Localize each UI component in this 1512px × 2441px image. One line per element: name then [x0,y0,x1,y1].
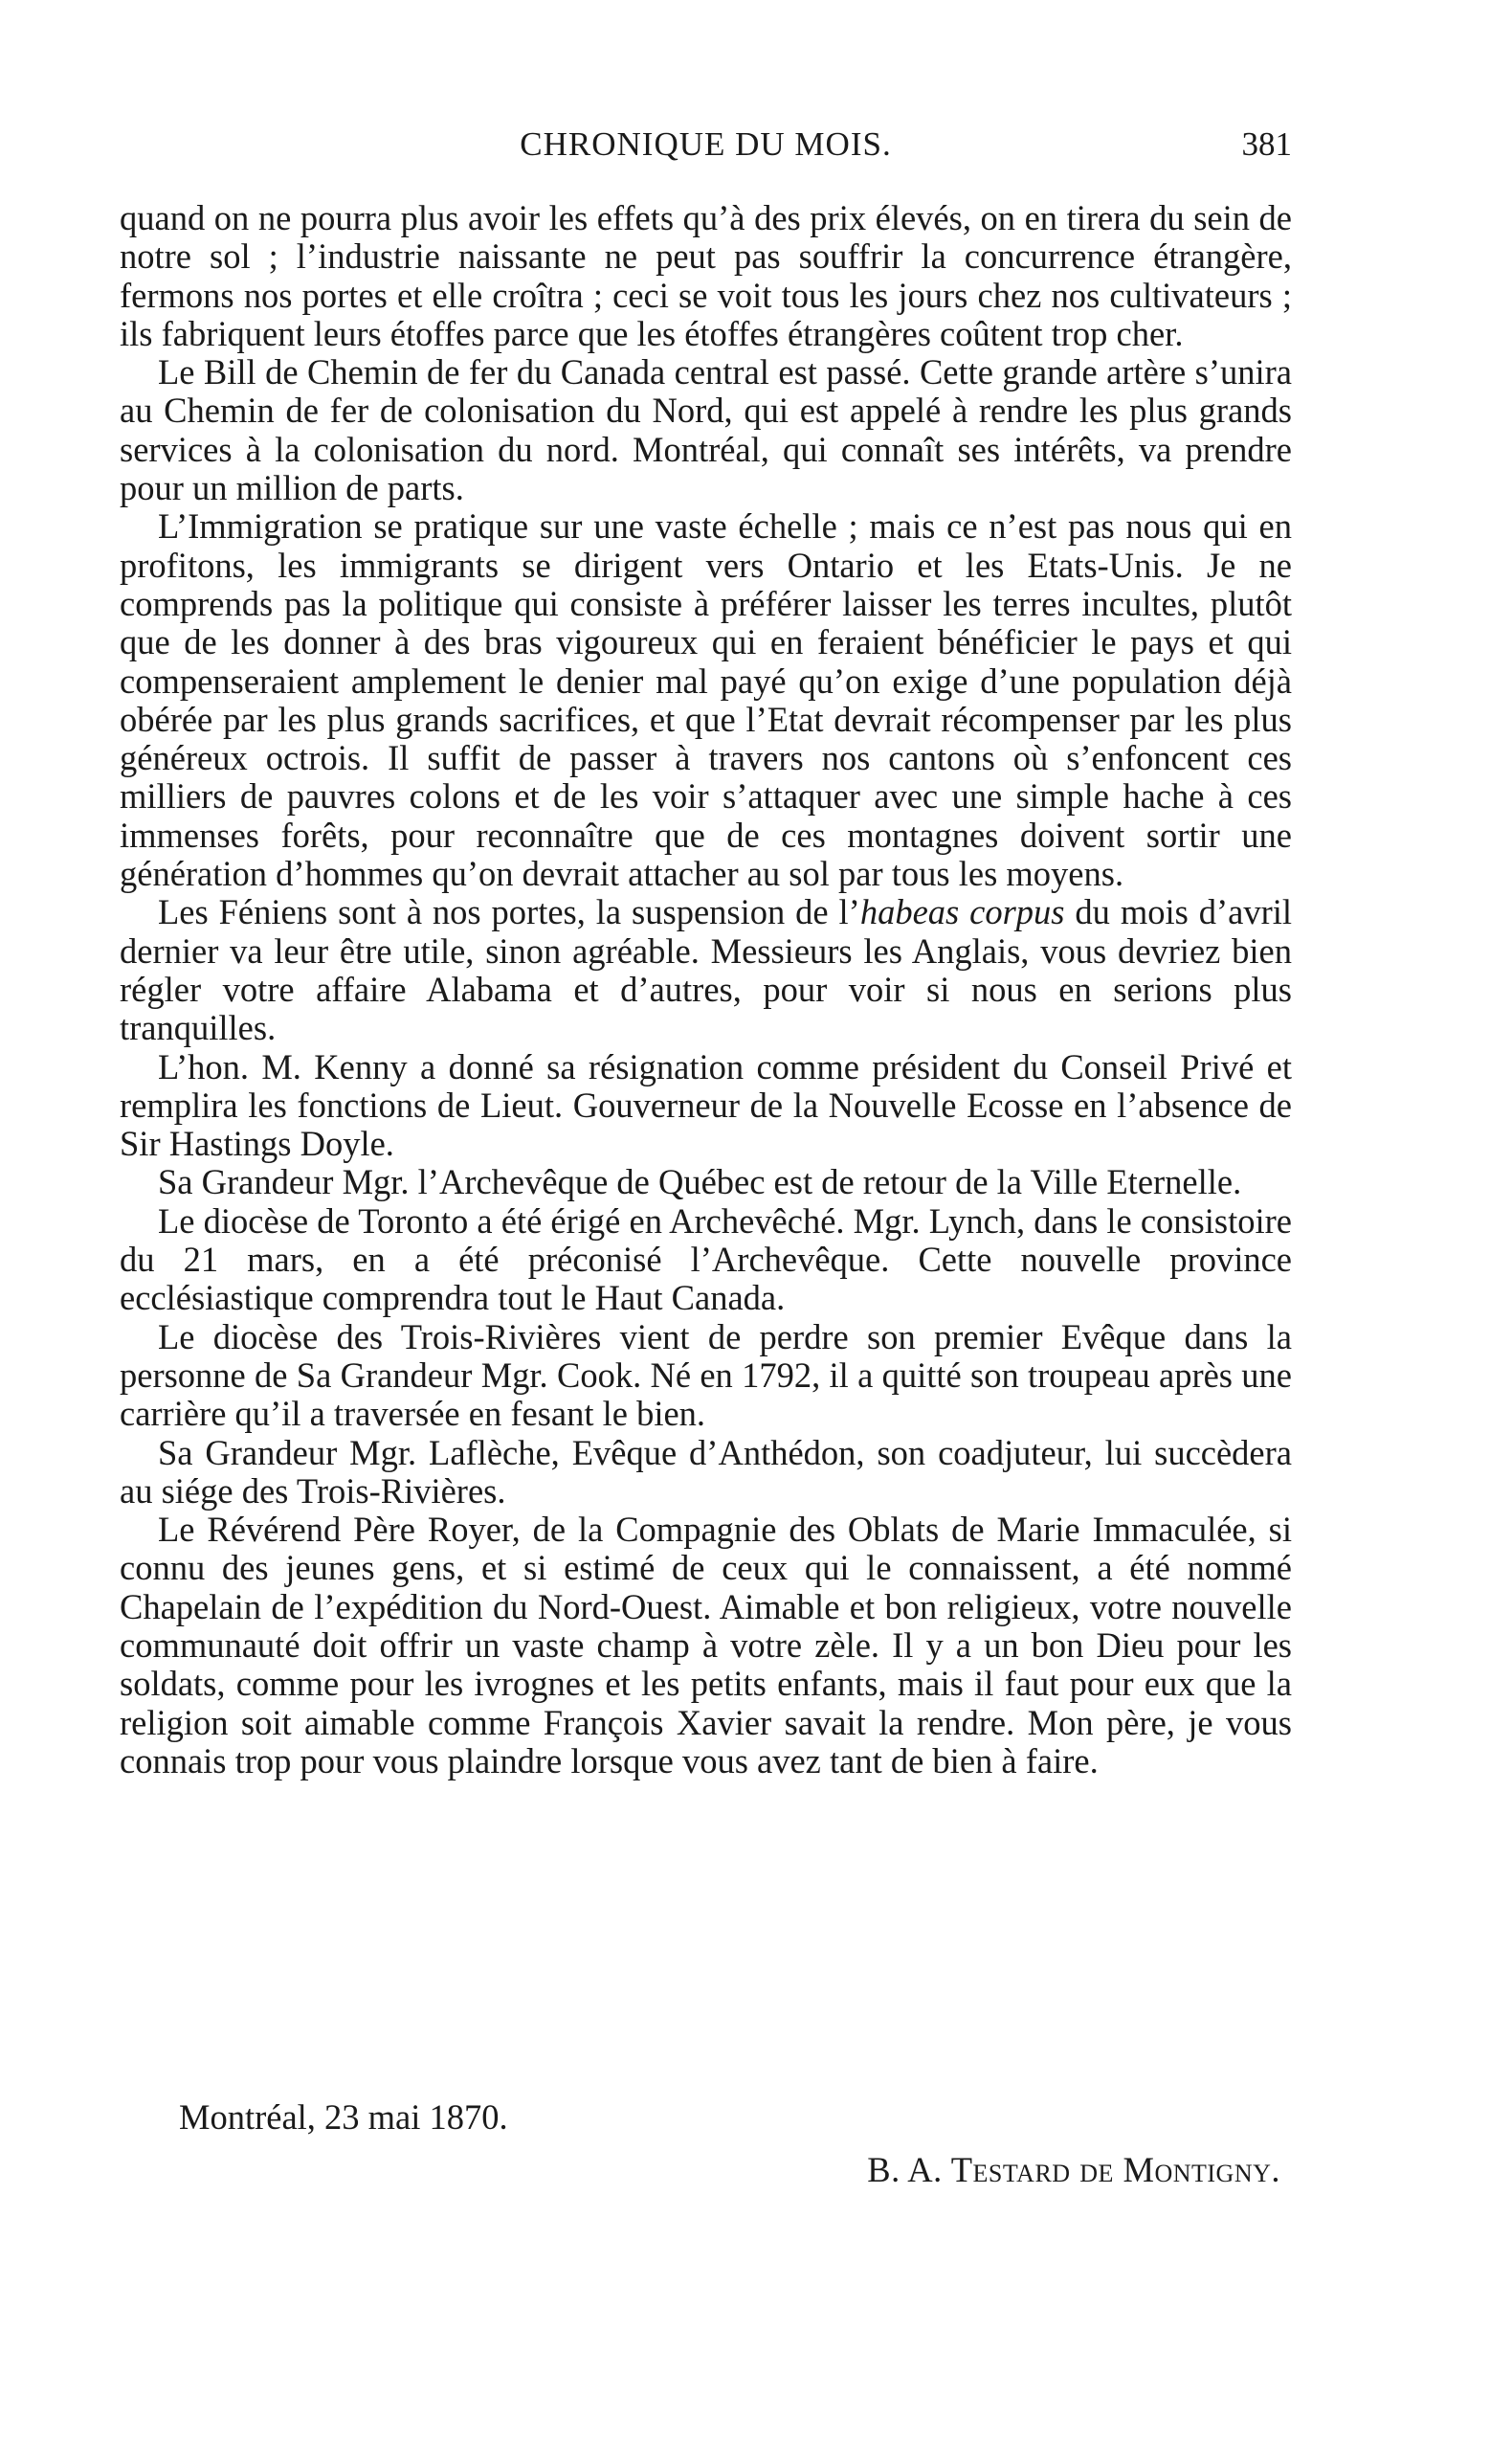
running-title: CHRONIQUE DU MOIS. [520,125,892,163]
paragraph-pere-royer: Le Révérend Père Royer, de la Compagnie des Oblats de Marie Immaculée, si connu des jeunes gens, et si estimé de ceux qui le connaissent, a été nommé Chapelain de l’expédition du Nord-Ouest. Aimable et bon religieux, votre nouvelle communauté doit offrir un vaste champ à votre zèle. Il y a un bon Dieu pour les soldats, comme pour les ivrognes et les petits enfants, mais il faut pour eux que la religion soit aimable comme François Xavier savait la rendre. Mon père, je vous connais trop pour vous plaindre lorsque vous avez tant de bien à faire. [120,1510,1292,1780]
dateline: Montréal, 23 mai 1870. [179,2097,508,2137]
paragraph-railway-bill: Le Bill de Chemin de fer du Canada central est passé. Cette grande artère s’unira au Chemin de fer de colonisation du Nord, qui est appelé à rendre les plus grands services à la colonisation du nord. Montréal, qui connaît ses intérêts, va prendre pour un million de parts. [120,352,1292,508]
paragraph-fenians: Les Féniens sont à nos portes, la suspension de l’habeas corpus du mois d’avril dernier va leur être utile, sinon agréable. Messieurs les Anglais, vous devriez bien régler votre affaire Alabama et d’autres, pour voir si nous en serions plus tranquilles. [120,892,1293,1048]
italic-phrase: habeas corpus [859,892,1065,932]
paragraph-kenny: L’hon. M. Kenny a donné sa résignation comme président du Conseil Privé et remplira les fonctions de Lieut. Gouverneur de la Nouvelle Ecosse en l’absence de Sir Hastings Doyle. [120,1046,1292,1164]
body-text [120,199,1292,1780]
paragraph-lafleche: Sa Grandeur Mgr. Laflèche, Evêque d’Anthédon, son coadjuteur, lui succèdera au siége des Trois-Rivières. [120,1432,1292,1511]
paragraph-immigration: L’Immigration se pratique sur une vaste échelle ; mais ce n’est pas nous qui en profitons, les immigrants se dirigent vers Ontario et les Etats-Unis. Je ne comprends pas la politique qui consiste à préférer laisser les terres incultes, plutôt que de les donner à des bras vigoureux qui en feraient bénéficier le pays et qui compenseraient amplement le denier mal payé qu’on exige d’une population déjà obérée par les plus grands sacrifices, et que l’Etat devrait récompenser par les plus généreux octrois. Il suffit de passer à travers nos cantons où s’enfoncent ces milliers de pauvres colons et de les voir s’attaquer avec une simple hache à ces immenses forêts, pour reconnaître que de ces montagnes doivent sortir une génération d’hommes qu’on devrait attacher au sol par tous les moyens. [120,506,1292,894]
paragraph-archbishop-quebec: Sa Grandeur Mgr. l’Archevêque de Québec est de retour de la Ville Eternelle. [158,1162,1242,1202]
page-number: 381 [1241,125,1292,163]
paragraph-toronto-diocese: Le diocèse de Toronto a été érigé en Archevêché. Mgr. Lynch, dans le consistoire du 21 mars, en a été préconisé l’Archevêque. Cette nouvelle province ecclésiastique comprendra tout le Haut Canada. [120,1200,1292,1318]
author-signature: B. A. Testard de Montigny. [867,2150,1280,2189]
running-head [120,121,1292,168]
paragraph-continuation: quand on ne pourra plus avoir les effets qu’à des prix élevés, on en tirera du sein de notre sol ; l’industrie naissante ne peut pas souffrir la concurrence étrangère, fermons nos portes et elle croîtra ; ceci se voit tous les jours chez nos cultivateurs ; ils fabriquent leurs étoffes parce que les étoffes étrangères coûtent trop cher. [120,198,1292,353]
paragraph-trois-rivieres: Le diocèse des Trois-Rivières vient de perdre son premier Evêque dans la personne de Sa Grandeur Mgr. Cook. Né en 1792, il a quitté son troupeau après une carrière qu’il a traversée en fesant le bien. [120,1316,1292,1434]
